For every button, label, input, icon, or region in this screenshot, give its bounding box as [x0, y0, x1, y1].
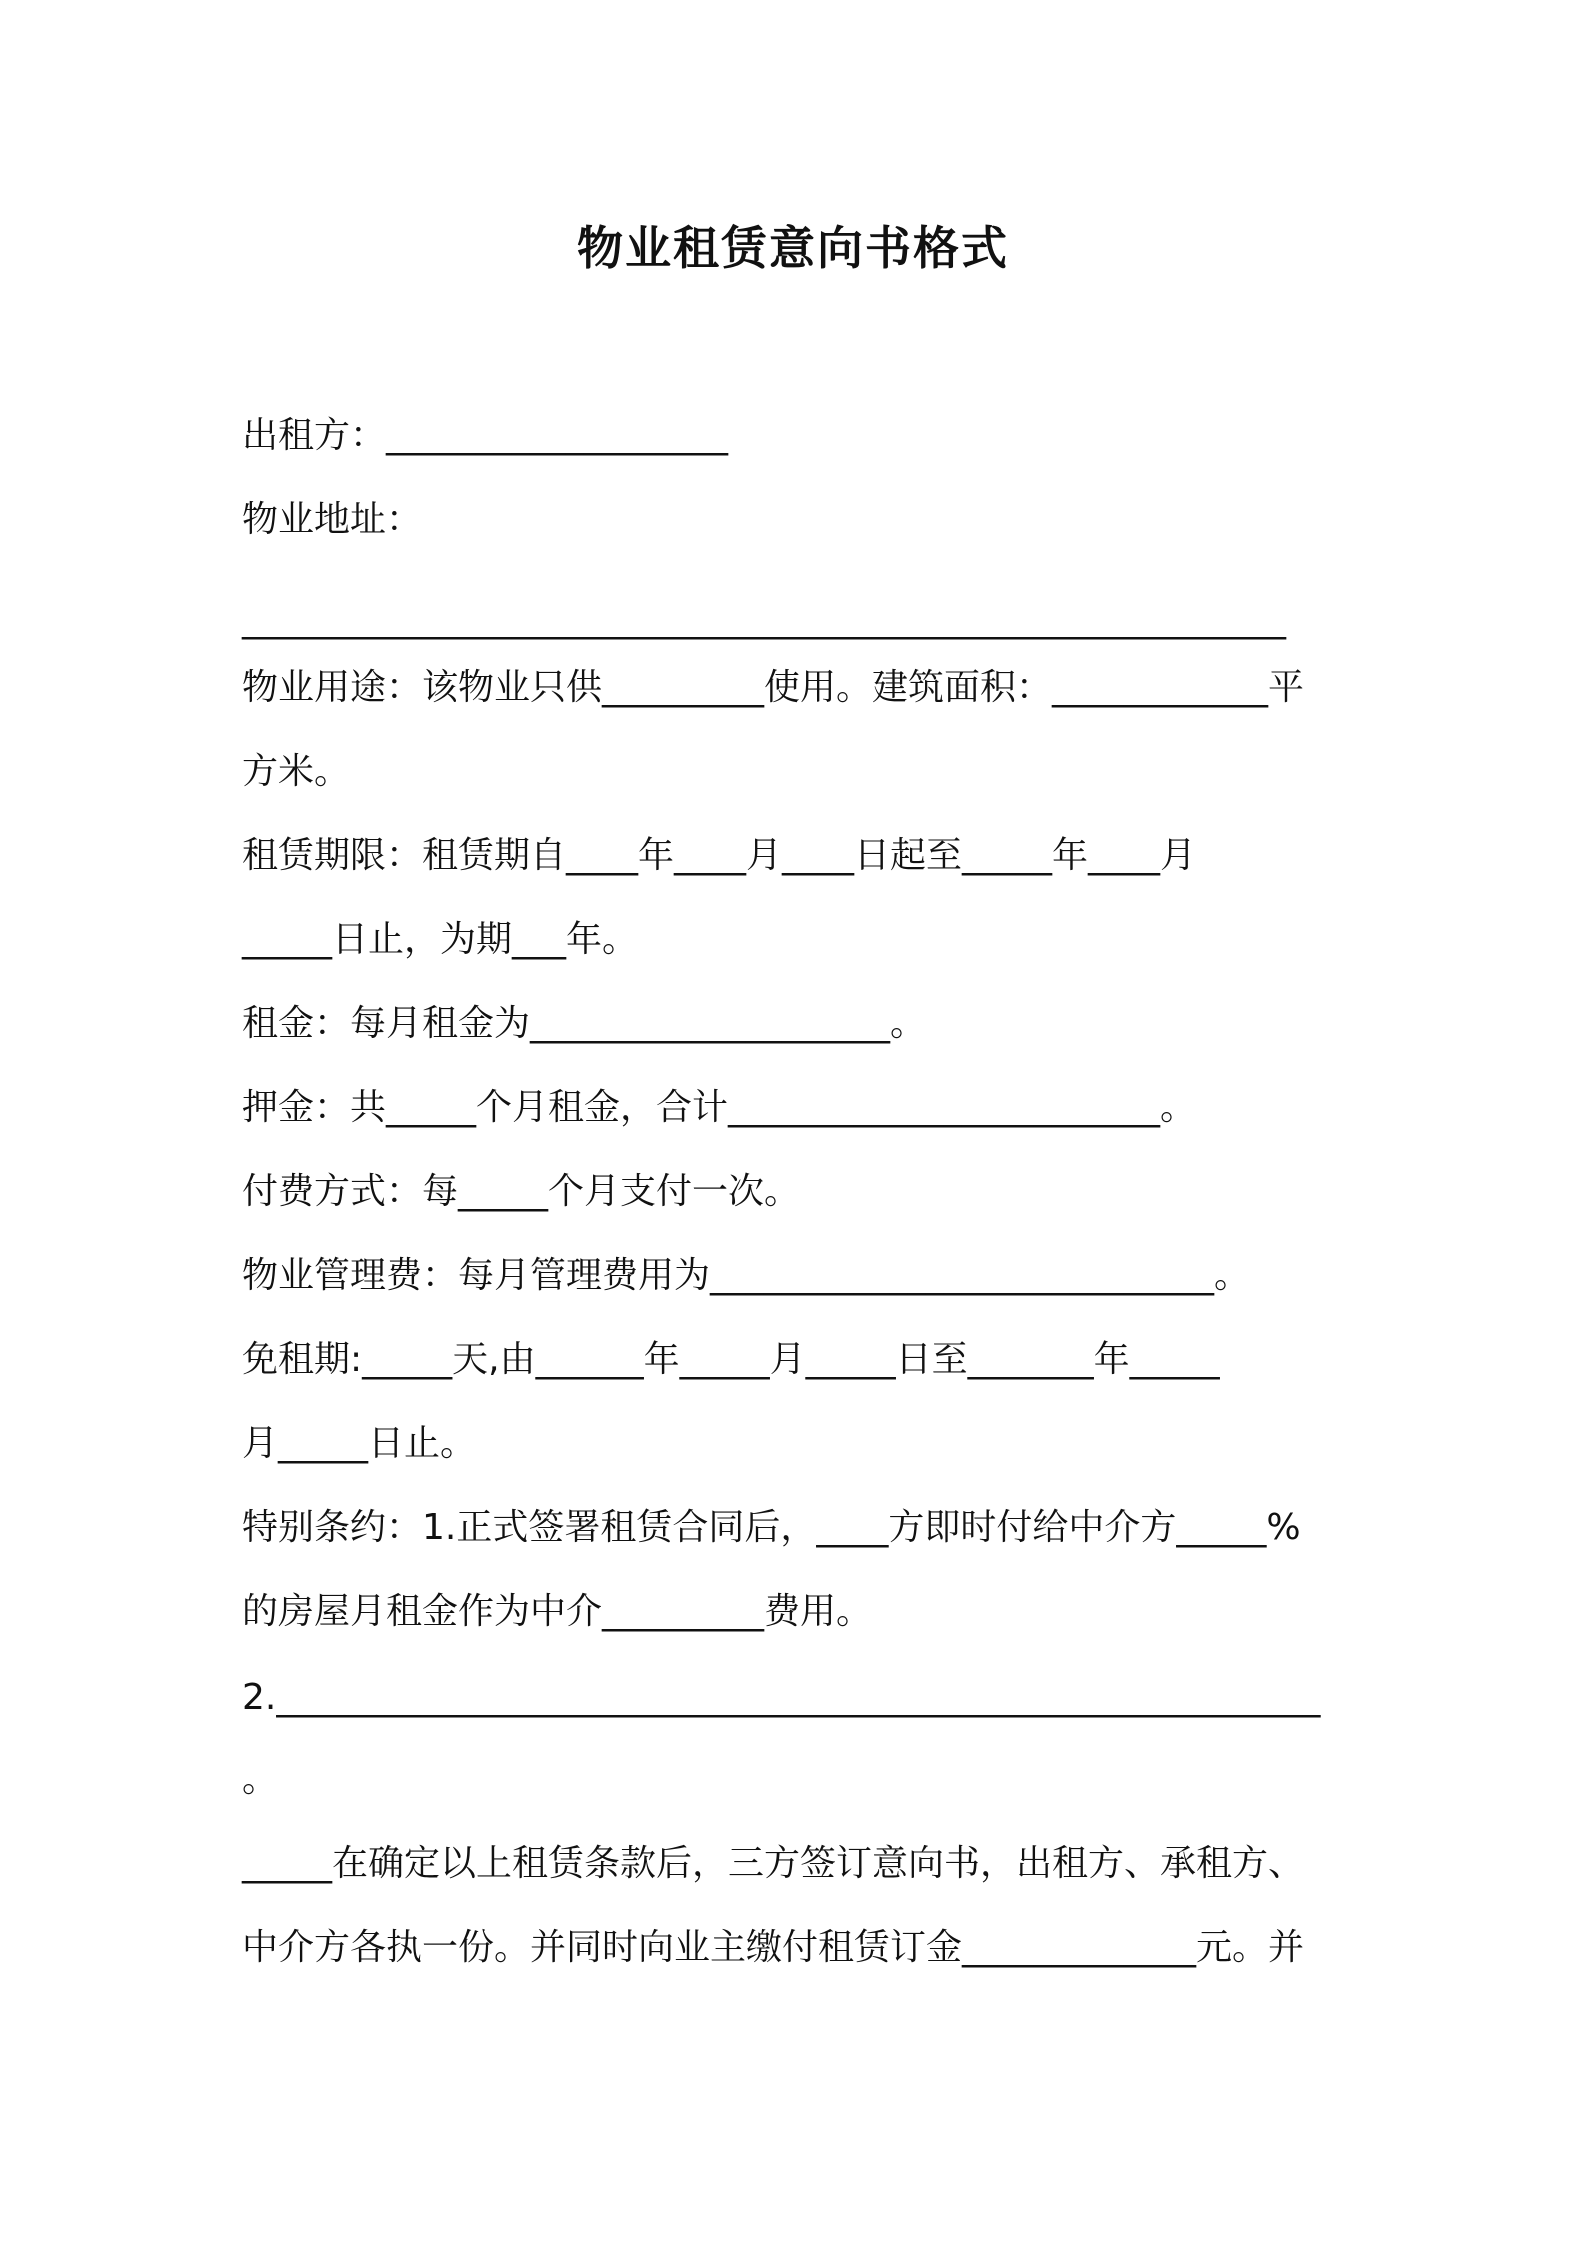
special-term-2-end: 。: [242, 1759, 279, 1800]
rent-free-period-line-cont: 月_____日止。: [242, 1423, 477, 1464]
payment-method-line: 付费方式：每_____个月支付一次。: [242, 1171, 801, 1212]
special-terms-line-cont: 的房屋月租金作为中介_________费用。: [242, 1591, 873, 1632]
property-address-blank: __________________________________________________________: [242, 599, 1286, 640]
lessor-line: 出租方：___________________: [242, 415, 729, 456]
lease-term-line-cont: _____日止，为期___年。: [242, 919, 639, 960]
special-terms-line: 特别条约：1.正式签署租赁合同后，____方即时付给中介方_____%: [242, 1507, 1301, 1548]
property-use-line: 物业用途：该物业只供_________使用。建筑面积：____________平: [242, 667, 1305, 708]
lease-term-line: 租赁期限：租赁期自____年____月____日起至_____年____月: [242, 835, 1197, 876]
property-use-line-cont: 方米。: [242, 751, 351, 792]
property-address-label: 物业地址：: [242, 499, 423, 540]
rent-line: 租金：每月租金为____________________。: [242, 1003, 927, 1044]
special-term-2-line: 2.__________________________________________________________: [242, 1677, 1321, 1718]
closing-paragraph-line-2: 中介方各执一份。并同时向业主缴付租赁订金_____________元。并: [242, 1927, 1305, 1968]
document-title: 物业租赁意向书格式: [577, 221, 1009, 275]
deposit-line: 押金：共_____个月租金，合计________________________。: [242, 1087, 1197, 1128]
closing-paragraph-line-1: _____在确定以上租赁条款后，三方签订意向书，出租方、承租方、: [242, 1843, 1305, 1884]
management-fee-line: 物业管理费：每月管理费用为____________________________。: [242, 1255, 1251, 1296]
rent-free-period-line: 免租期:_____天,由______年_____月_____日至_______年_____: [242, 1339, 1220, 1380]
